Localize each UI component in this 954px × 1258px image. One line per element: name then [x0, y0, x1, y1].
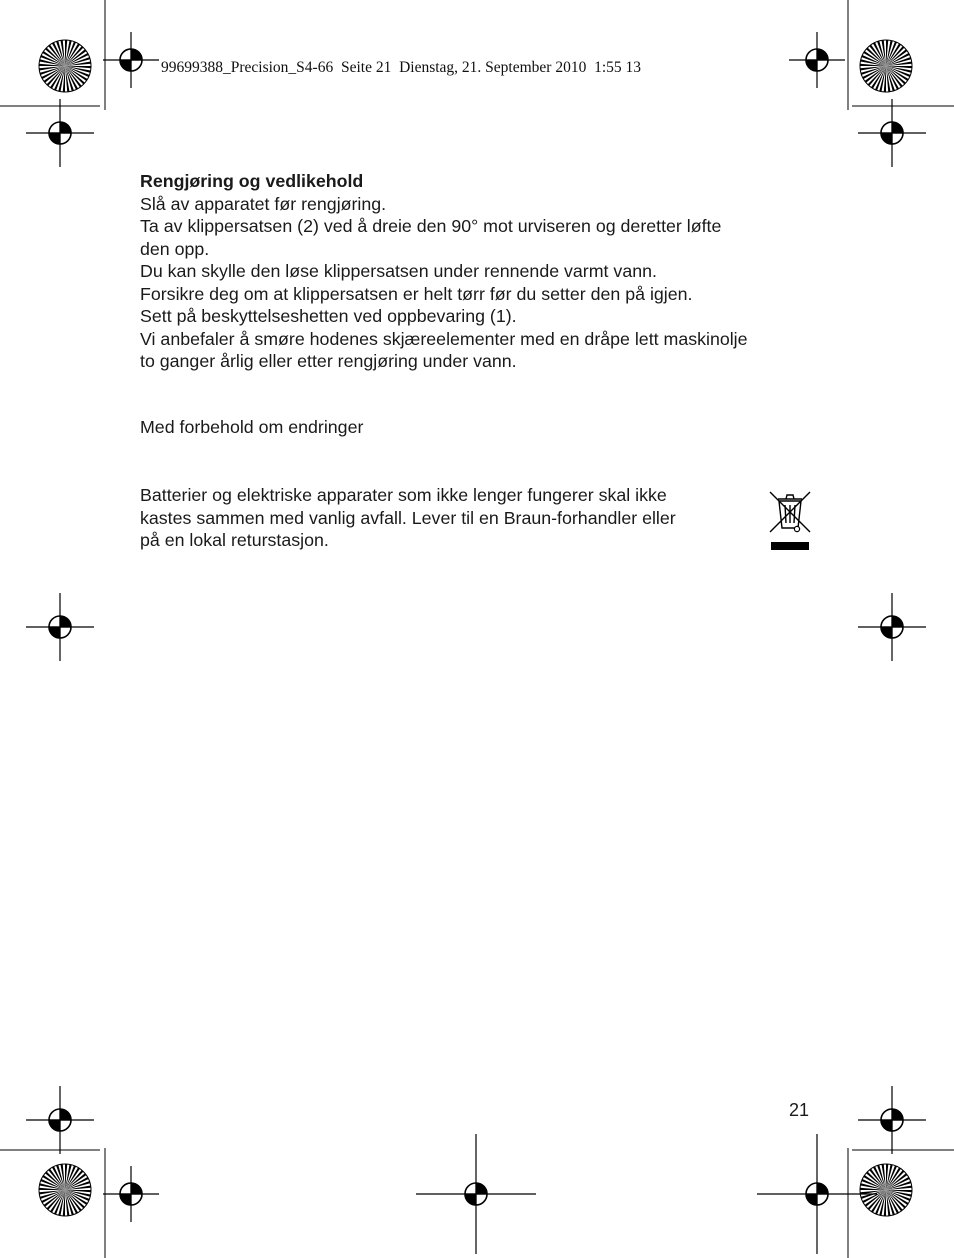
registration-mark	[416, 1134, 536, 1254]
reservation-note	[140, 416, 740, 439]
registration-mark	[26, 593, 94, 661]
starburst-mark	[39, 1164, 91, 1216]
instruction-line: to ganger årlig eller etter rengjøring under vann.	[140, 351, 517, 371]
registration-mark	[26, 1086, 94, 1154]
starburst-mark	[860, 1164, 912, 1216]
reservation-text: Med forbehold om endringer	[140, 417, 364, 437]
starburst-mark	[860, 40, 912, 92]
registration-mark	[858, 1086, 926, 1154]
registration-mark	[103, 1166, 159, 1222]
crossed-out-wheelie-bin-icon	[766, 488, 814, 554]
registration-mark	[858, 593, 926, 661]
cleaning-section	[140, 170, 820, 373]
page-number: 21	[789, 1100, 810, 1120]
instruction-line: Sett på beskyttelseshetten ved oppbevaring (1).	[140, 306, 517, 326]
disposal-line: på en lokal returstasjon.	[140, 530, 329, 550]
instruction-line: den opp.	[140, 238, 210, 259]
section-heading: Rengjøring og vedlikehold	[140, 171, 364, 191]
registration-mark	[103, 32, 159, 88]
print-header: 99699388_Precision_S4-66 Seite 21 Dienstag, 21. September 2010 1:55 13	[161, 59, 642, 76]
disposal-line: Batterier og elektriske apparater som ikke lenger fungerer skal ikke	[140, 485, 667, 505]
registration-mark	[858, 99, 926, 167]
instruction-line: Forsikre deg om at klippersatsen er helt tørr før du setter den på igjen.	[140, 283, 693, 304]
instruction-line: Slå av apparatet før rengjøring.	[140, 193, 387, 214]
instruction-line: Vi anbefaler å smøre hodenes skjæreelementer med en dråpe lett maskinolje	[140, 328, 748, 349]
registration-mark	[789, 32, 845, 88]
disposal-line: kastes sammen med vanlig avfall. Lever til en Braun-forhandler eller	[140, 507, 676, 528]
registration-mark	[757, 1134, 877, 1254]
registration-mark	[26, 99, 94, 167]
instruction-line: Du kan skylle den løse klippersatsen under rennende varmt vann.	[140, 261, 657, 281]
starburst-mark	[39, 40, 91, 92]
disposal-section	[140, 484, 760, 552]
instruction-line: Ta av klippersatsen (2) ved å dreie den 90° mot urviseren og deretter løfte	[140, 216, 722, 236]
